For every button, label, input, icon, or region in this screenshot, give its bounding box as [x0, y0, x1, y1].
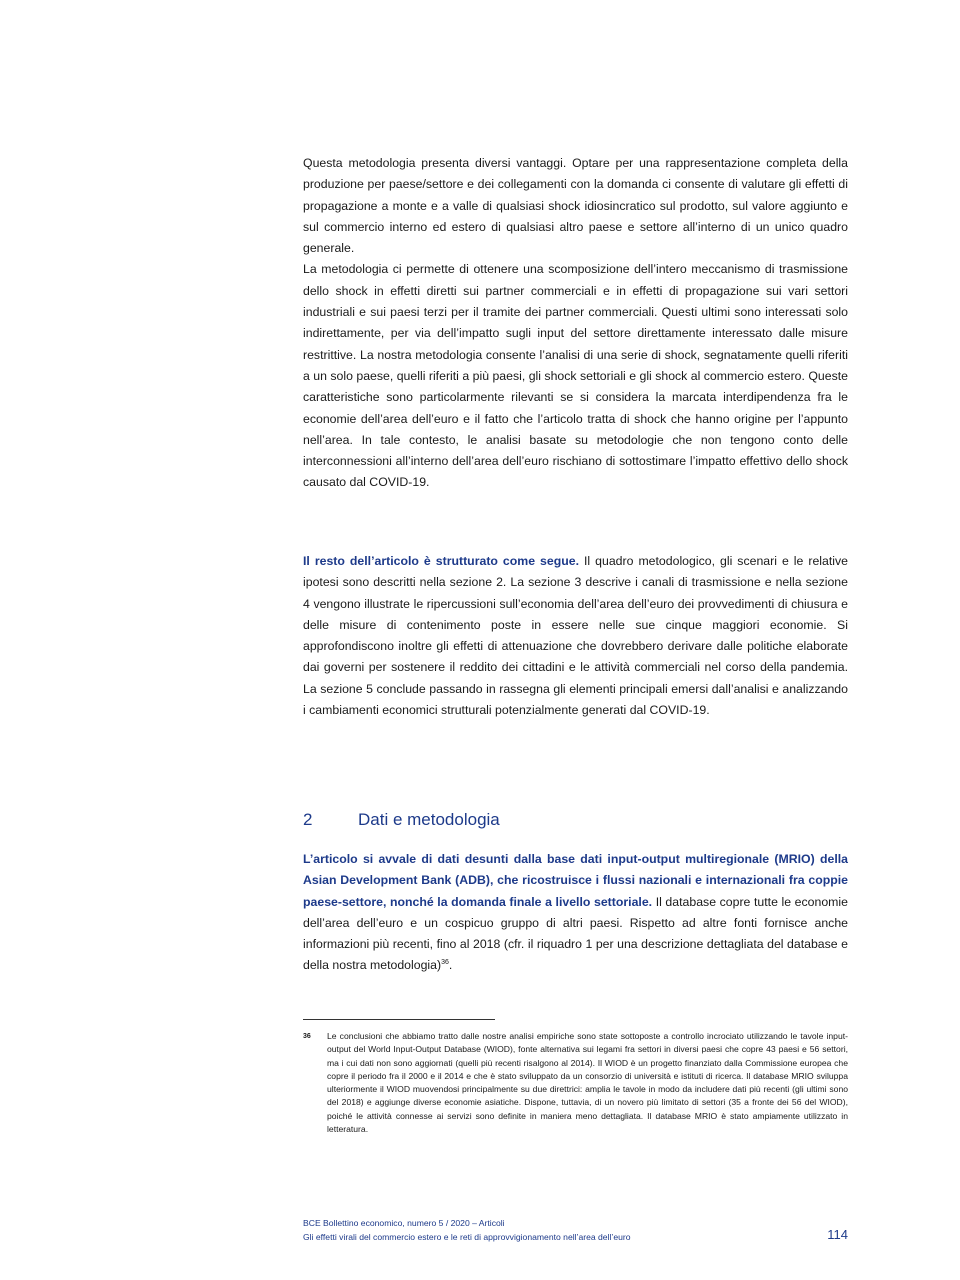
structure-lead: Il resto dell’articolo è strutturato come segue. [303, 554, 579, 568]
section-heading [303, 810, 500, 830]
data-lead: L’articolo si avvale di dati desunti dalla base dati input-output multiregionale (MRIO) della Asian Development Bank (ADB), che ricostruisce i flussi nazionali e internazionali fra coppie paese-settore, nonché la domanda finale a livello settoriale. [303, 852, 848, 909]
structure-paragraph [303, 551, 848, 721]
page-footer [303, 1216, 848, 1244]
footer-article-title: Gli effetti virali del commercio estero e le reti di approvvigionamento nell’area dell’euro [303, 1232, 631, 1242]
footnote-text: Le conclusioni che abbiamo tratto dalle nostre analisi empiriche sono state sottoposte a controllo incrociato utilizzando le tavole input-output del World Input-Output Database (WIOD), fonte alternativa sui legami fra settori in diversi paesi che copre 43 paesi e 56 settori, ma i cui dati non sono aggiornati (quelli più recenti risalgono al 2014). Il WIOD è un progetto finanziato dalla Commissione europea che copre il periodo fra il 2000 e il 2014 e che è stato sviluppato da un consorzio di università e istituti di ricerca. Il database MRIO sviluppa ulteriormente il WIOD muovendosi principalmente su due direttrici: amplia le tavole in modo da includere dati più recenti (gli ultimi sono del 2018) e aggiunge diverse economie asiatiche. Dispone, tuttavia, di un novero più limitato di settori (35 a fronte dei 56 del WIOD), poiché le attività connesse ai servizi sono definite in maniera meno dettagliata. Il database MRIO è stato ampiamente utilizzato in letteratura. [327, 1031, 848, 1135]
intro-section [303, 153, 848, 494]
page-number: 114 [827, 1227, 848, 1242]
intro-paragraph-2: La metodologia ci permette di ottenere una scomposizione dell’intero meccanismo di trasmissione dello shock in effetti diretti sui partner commerciali e in effetti di propagazione sui vari settori industriali e sui paesi terzi per il tramite dei partner commerciali. Questi ultimi sono interessati solo indirettamente, per via dell’impatto sugli input del settore direttamente interessato dalle misure restrittive. La nostra metodologia consente l’analisi di una serie di shock, segnatamente quelli riferiti a un solo paese, quelli riferiti a più paesi, gli shock settoriali e gli shock al commercio estero. Queste caratteristiche sono particolarmente rilevanti se si considera la marcata interdipendenza fra le economie dell’area dell’euro e il fatto che l’articolo tratta di shock che hanno origine per l’appunto nell’area. In tale contesto, le analisi basate su metodologie che non tengono conto delle interconnessioni all’interno dell’area dell’euro rischiano di sottostimare l’impatto effettivo dello shock causato dal COVID-19. [303, 262, 848, 490]
intro-paragraph-1: Questa metodologia presenta diversi vantaggi. Optare per una rappresentazione completa della produzione per paese/settore e dei collegamenti con la domanda ci consente di valutare gli effetti di propagazione a monte e a valle di qualsiasi shock idiosincratico sul prodotto, sul valore aggiunto e sul commercio interno ed estero di qualsiasi altro paese e settore all’interno di un unico quadro generale. [303, 156, 848, 256]
footnote-divider [303, 1019, 495, 1020]
footer-publication: BCE Bollettino economico, numero 5 / 2020 – Articoli [303, 1218, 505, 1228]
footnote-number: 36 [303, 1033, 311, 1040]
data-section [303, 849, 848, 977]
section-title: Dati e metodologia [358, 810, 500, 829]
section-number: 2 [303, 810, 313, 829]
data-text: Il database copre tutte le economie dell’area dell’euro e un cospicuo gruppo di altri paesi. Rispetto ad altre fonti fornisce anche informazioni più recenti, fino al 2018 (cfr. il riquadro 1 per una descrizione dettagliata del database e della nostra metodologia) [303, 894, 848, 973]
structure-text: Il quadro metodologico, gli scenari e le relative ipotesi sono descritti nella sezione 2. La sezione 3 descrive i canali di trasmissione e nella sezione 4 vengono illustrate le ripercussioni sull’economia dell’area dell’euro dei provvedimenti di chiusura e delle misure di contenimento poste in essere nelle sue cinque maggiori economie. Si approfondiscono inoltre gli effetti di attenuazione che dovrebbero derivare dalle politiche elaborate dai governi per sostenere il reddito dei cittadini e le attività commerciali nel corso della pandemia. La sezione 5 conclude passando in rassegna gli elementi principali emersi dall’analisi e analizzando i cambiamenti economici strutturali potenzialmente generati dal COVID-19. [303, 554, 848, 718]
data-text-end: . [448, 958, 453, 973]
footnote [303, 1030, 848, 1136]
footnote-reference[interactable]: 36 [441, 959, 449, 967]
data-paragraph [303, 849, 848, 977]
structure-section [303, 551, 848, 721]
